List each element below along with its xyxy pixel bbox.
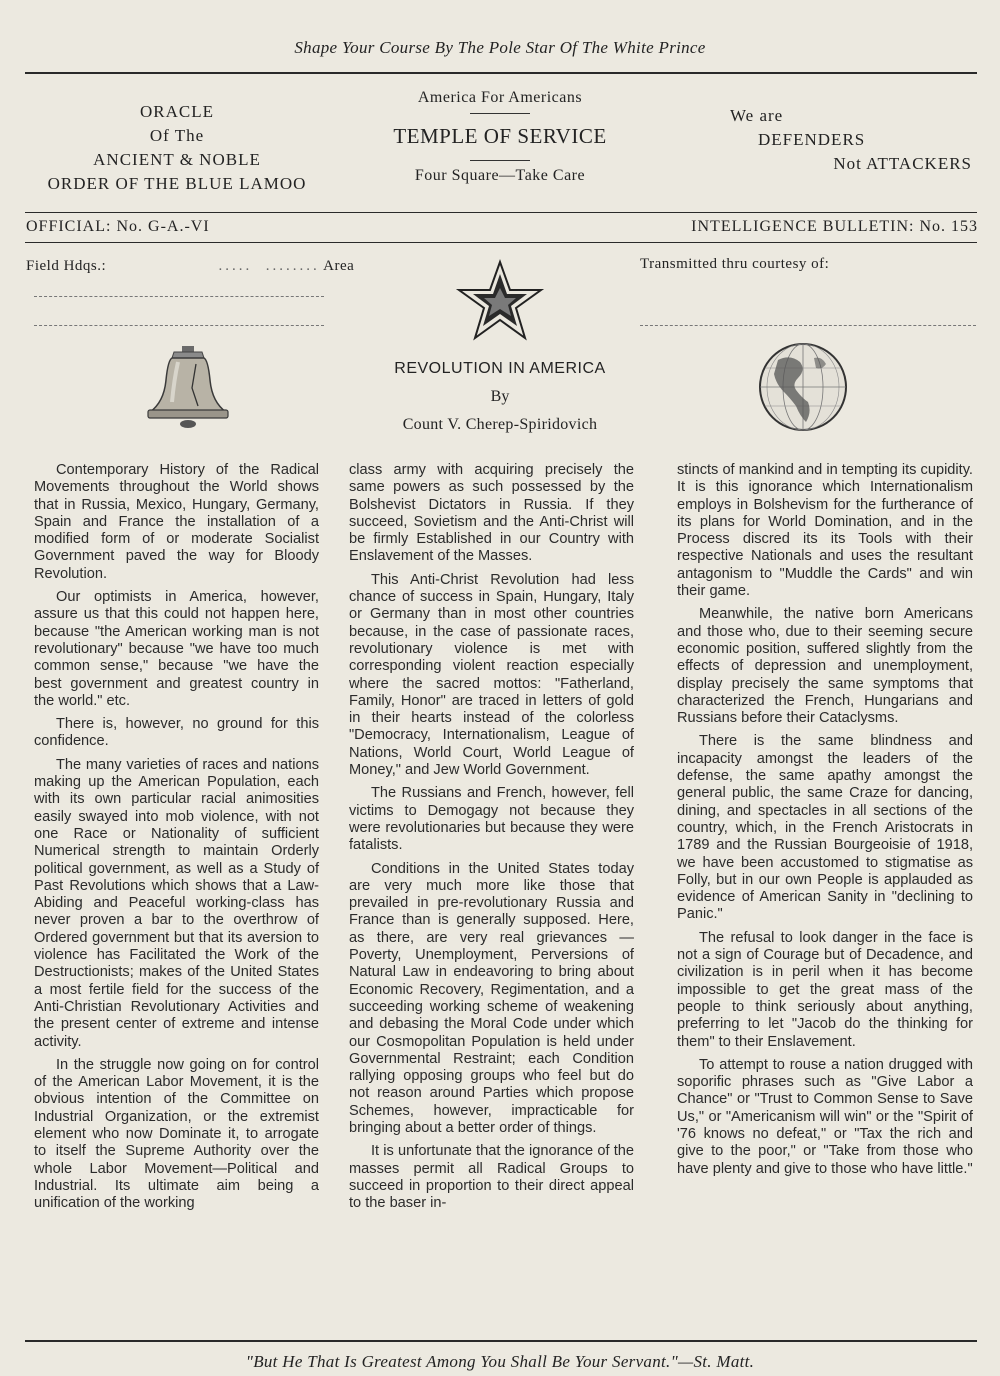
paragraph: There is, however, no ground for this confidence. bbox=[34, 716, 319, 750]
article-author: Count V. Cherep-Spiridovich bbox=[402, 416, 598, 433]
globe-icon bbox=[756, 340, 850, 434]
column-3 bbox=[677, 462, 973, 1184]
lower-rule bbox=[25, 242, 977, 243]
paragraph: It is unfortunate that the ignorance of the masses permit all Radical Groups to succeed in proportion to their direct appeal to the baser in- bbox=[349, 1143, 634, 1212]
paragraph: Conditions in the United States today are very much more like those that prevailed in pre-revolutionary Russia and France than is generally supposed. Here, as there, are very real grievances — Poverty, Unemployment, Perversions of Natural Law in endeavoring to bring about Economic Recovery, Regimentation, and a succeeding working scheme of weakening and debasing the Moral Code under which our Cosmopolitan Population is held under Governmental Restraint; each Condition rallying opposing groups who feel but do not reason around Parties which propose Schemes, however, impracticable for bringing about a better order of things. bbox=[349, 860, 634, 1136]
header-left-line: Of The bbox=[149, 126, 205, 145]
header-left bbox=[22, 100, 332, 196]
blank-line bbox=[34, 325, 324, 326]
header-left-line: ORDER OF THE BLUE LAMOO bbox=[47, 174, 307, 193]
top-rule bbox=[25, 72, 977, 74]
header-center-title: TEMPLE OF SERVICE bbox=[393, 124, 607, 148]
header-right-line: Not ATTACKERS bbox=[833, 154, 972, 173]
article-heading bbox=[350, 360, 650, 434]
field-area: Area bbox=[323, 258, 355, 274]
header-dash bbox=[470, 113, 530, 114]
header-center-line3: Four Square—Take Care bbox=[414, 167, 586, 184]
column-2 bbox=[349, 462, 634, 1218]
blank-line bbox=[34, 296, 324, 297]
official-number: OFFICIAL: No. G-A.-VI bbox=[26, 218, 210, 235]
bottom-motto: "But He That Is Greatest Among You Shall Be Your Servant."—St. Matt. bbox=[245, 1352, 755, 1371]
paragraph: The Russians and French, however, fell victims to Demogagy not because they were revolutionaries but because they were fatalists. bbox=[349, 785, 634, 854]
paragraph: The refusal to look danger in the face is not a sign of Courage but of Decadence, and civilization is in peril when it has become impossible to get the great mass of the people to think seriously about anything, preferring to let "Jacob do the thinking for them" to their Enslavement. bbox=[677, 929, 973, 1050]
blank-line bbox=[640, 325, 976, 326]
paragraph: There is the same blindness and incapacity amongst the leaders of the defense, the same apathy amongst the general public, the same Craze for dancing, dining, and spectacles in all sections of the country, which, in the French Aristocrats in 1789 and the Russian Bourgeoisie of 1918, we have been accustomed to stigmatise as Folly, but in our own People is applauded as evidence of American Sanity in "declining to Panic." bbox=[677, 733, 973, 923]
column-1 bbox=[34, 462, 319, 1218]
transmitted-line: Transmitted thru courtesy of: bbox=[640, 256, 830, 272]
header-center bbox=[355, 86, 645, 188]
paragraph: class army with acquiring precisely the same powers as such possessed by the Bolshevist Dictators in Russia. If they succeed, Sovietism and the Anti-Christ will be firmly Established in our Country with Enslavement of the Masses. bbox=[349, 462, 634, 565]
liberty-bell-icon bbox=[138, 340, 238, 430]
paragraph: Our optimists in America, however, assure us that this could not happen here, because "the American working man is not revolutionary" because "we have too much common sense," because "we have the best government and greatest country in the world." etc. bbox=[34, 589, 319, 709]
header-left-line: ANCIENT & NOBLE bbox=[93, 150, 261, 169]
field-headquarters bbox=[26, 258, 354, 275]
paragraph: This Anti-Christ Revolution had less chance of success in Spain, Hungary, Italy or Germany than in most other countries because, in the case of passionate races, revolutionary violence is met with corresponding violent reaction especially where the sacred mottos: "Fatherland, Family, Honor" are traced in letters of gold in their hearts instead of the colorless "Democracy, Internationalism, League of Nations, World Court, World League of Money," and Jew World Government. bbox=[349, 571, 634, 779]
header-center-line1: America For Americans bbox=[417, 89, 583, 106]
paragraph: stincts of mankind and in tempting its cupidity. It is this ignorance which Internationalism employs in Bolshevism for the furtherance of its plans for World Domination, and in the Process discred its its Tools with their respective Nationals and uses the resultant antagonism to "Muddle the Cards" and win their game. bbox=[677, 462, 973, 600]
paragraph: In the struggle now going on for control of the American Labor Movement, it is the obvious intention of the Committee on Industrial Organization, or the extremist element who now Dominate it, to arrogate to itself the Supreme Authority over the whole Labor Movement—Political and Industrial. Its ultimate aim being a unification of the working bbox=[34, 1056, 319, 1212]
star-icon bbox=[453, 258, 547, 344]
header-right bbox=[700, 104, 980, 176]
bottom-rule bbox=[25, 1340, 977, 1342]
paragraph: Contemporary History of the Radical Movements throughout the World shows that in Russia, Mexico, Hungary, Germany, Spain and France the installation of a modified form of or moderate Socialist Government paved the way for Bloody Revolution. bbox=[34, 462, 319, 582]
top-motto: Shape Your Course By The Pole Star Of The White Prince bbox=[294, 38, 706, 57]
header-dash bbox=[470, 160, 530, 161]
header-right-line: DEFENDERS bbox=[758, 130, 866, 149]
paragraph: The many varieties of races and nations making up the American Population, each with its own particular racial animosities easily swayed into mob violence, with not one Race or Nationality of sufficient Numerical strength to maintain Orderly political government, as well as a Study of Past Revolutions which shows that a Law-Abiding and Peaceful working-class has never proven a bar to the overthrow of Ordered government but that its aversion to violence has Facilitated the Work of the Destructionists; makes of the United States a most fertile field for the success of the Anti-Christian Revolutionary Activities and the present center of extreme and intense activity. bbox=[34, 756, 319, 1050]
paragraph: Meanwhile, the native born Americans and those who, due to their seeming secure economic position, suffered slightly from the effects of depression and unemployment, display precisely the same symptoms that characterized the French, Hungarians and Russians before their Cataclysms. bbox=[677, 606, 973, 727]
header-right-line: We are bbox=[730, 106, 784, 125]
article-title: REVOLUTION IN AMERICA bbox=[394, 360, 606, 377]
article-by: By bbox=[490, 388, 510, 405]
bulletin-number: INTELLIGENCE BULLETIN: No. 153 bbox=[691, 218, 978, 235]
field-label: Field Hdqs.: bbox=[26, 258, 107, 274]
header-left-line: ORACLE bbox=[140, 102, 214, 121]
mid-rule bbox=[25, 212, 977, 213]
field-blank: ..... ........ bbox=[110, 258, 320, 274]
paragraph: To attempt to rouse a nation drugged with soporific phrases such as "Give Labor a Chance" or "Trust to Common Sense to Save Us," or "Americanism will win" or the "Spirit of '76 knows no defeat," or "Tax the rich and give to the poor," or "Take from those who have plenty and give to those who have little." bbox=[677, 1056, 973, 1177]
